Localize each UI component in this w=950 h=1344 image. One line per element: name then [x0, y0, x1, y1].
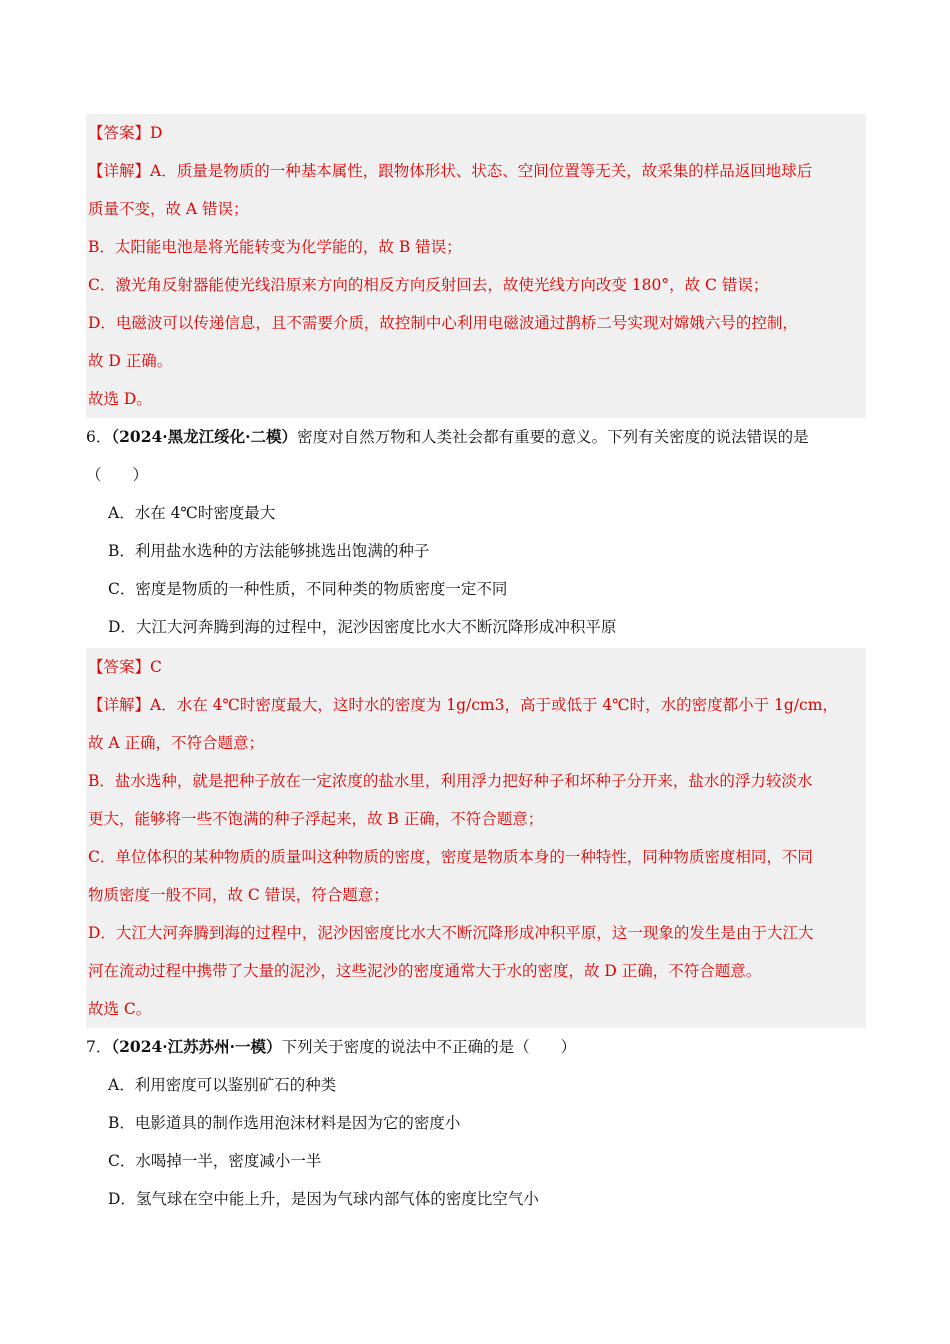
q5-detail-line: 故选 D。 [88, 390, 152, 408]
q6-detail-line: 物质密度一般不同，故 C 错误，符合题意； [88, 886, 389, 904]
q6-number: 6． [86, 428, 112, 446]
q7-question [86, 1028, 876, 1218]
q7-option-c: C．水喝掉一半，密度减小一半 [108, 1152, 322, 1170]
q5-detail-line: D．电磁波可以传递信息，且不需要介质，故控制中心利用电磁波通过鹊桥二号实现对嫦娥六号的控制， [88, 314, 798, 332]
q6-detail-line: C．单位体积的某种物质的质量叫这种物质的密度，密度是物质本身的一种特性，同种物质密度相同，不同 [88, 848, 813, 866]
q6-stem-line [86, 418, 876, 456]
q7-option-b: B．电影道具的制作选用泡沫材料是因为它的密度小 [108, 1114, 461, 1132]
q5-detail-line: 故 D 正确。 [88, 352, 173, 370]
q6-option-a: A．水在 4℃时密度最大 [108, 504, 276, 522]
q6-detail-line: 故选 C。 [88, 1000, 152, 1018]
q5-detail-line: 【详解】A．质量是物质的一种基本属性，跟物体形状、状态、空间位置等无关，故采集的样品返回地球后 [88, 162, 813, 180]
q6-detail-line: D．大江大河奔腾到海的过程中，泥沙因密度比水大不断沉降形成冲积平原，这一现象的发生是由于大江大 [88, 924, 814, 942]
q7-source: （2024·江苏苏州·一模） [111, 1037, 282, 1056]
q6-question [86, 418, 876, 646]
q5-detail-line: 质量不变，故 A 错误； [88, 200, 249, 218]
q6-detail-line: 故 A 正确，不符合题意； [88, 734, 265, 752]
q6-detail-line: 【详解】A．水在 4℃时密度最大，这时水的密度为 1g/cm3，高于或低于 4℃时，水的密度都小于 1g/cm， [88, 696, 838, 714]
q6-paren: （ ） [86, 466, 149, 484]
q6-answer-block [86, 648, 866, 1028]
q6-detail-line: 更大，能够将一些不饱满的种子浮起来，故 B 正确，不符合题意； [88, 810, 544, 828]
q5-answer: 【答案】D [88, 124, 163, 142]
q5-detail-line: B．太阳能电池是将光能转变为化学能的，故 B 错误； [88, 238, 462, 256]
q6-answer: 【答案】C [88, 658, 162, 676]
q6-stem: 密度对自然万物和人类社会都有重要的意义。下列有关密度的说法错误的是 [297, 428, 809, 446]
q6-detail-line: 河在流动过程中携带了大量的泥沙，这些泥沙的密度通常大于水的密度，故 D 正确，不符合题意。 [88, 962, 762, 980]
q6-detail-line: B．盐水选种，就是把种子放在一定浓度的盐水里，利用浮力把好种子和坏种子分开来，盐水的浮力较淡水 [88, 772, 813, 790]
q7-stem: 下列关于密度的说法中不正确的是（ ） [281, 1038, 577, 1056]
q7-option-a: A．利用密度可以鉴别矿石的种类 [108, 1076, 337, 1094]
q7-option-d: D．氢气球在空中能上升，是因为气球内部气体的密度比空气小 [108, 1190, 539, 1208]
q6-option-b: B．利用盐水选种的方法能够挑选出饱满的种子 [108, 542, 430, 560]
q7-number: 7． [86, 1038, 112, 1056]
q7-stem-line [86, 1028, 876, 1066]
q6-source: （2024·黑龙江绥化·二模） [111, 427, 298, 446]
q5-detail-line: C．激光角反射器能使光线沿原来方向的相反方向反射回去，故使光线方向改变 180°，故 C 错误； [88, 276, 769, 294]
q6-option-c: C．密度是物质的一种性质，不同种类的物质密度一定不同 [108, 580, 508, 598]
q6-option-d: D．大江大河奔腾到海的过程中，泥沙因密度比水大不断沉降形成冲积平原 [108, 618, 617, 636]
q5-answer-block [86, 114, 866, 418]
